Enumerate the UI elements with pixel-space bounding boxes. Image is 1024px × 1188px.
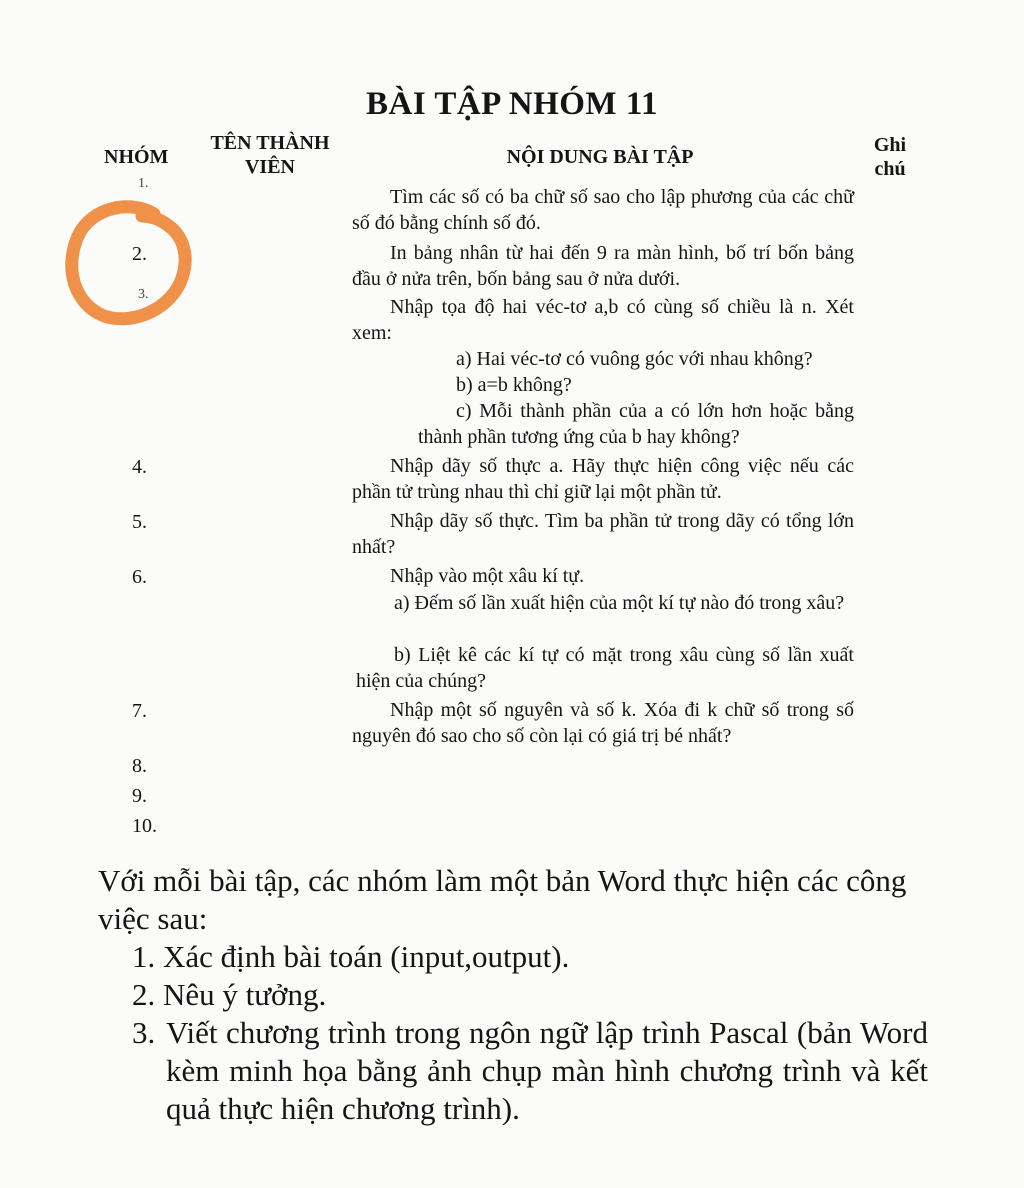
instruction-step-1 [132,938,569,976]
circle-annotation-icon [62,196,202,328]
header-member-line1: TÊN THÀNH [210,132,330,154]
row-3-item-a: a) Hai véc-tơ có vuông góc với nhau không? [456,348,813,370]
row-number-3: 3. [138,287,149,302]
header-member [200,131,340,179]
instructions-intro: Với mỗi bài tập, các nhóm làm một bản Word thực hiện các công việc sau: [98,863,907,936]
row-3-item-b: b) a=b không? [456,374,572,396]
step-2-text: Nêu ý tưởng. [163,977,327,1012]
instruction-step-3 [132,1014,928,1128]
row-text-1: Tìm các số có ba chữ số sao cho lập phương của các chữ số đó bằng chính số đó. [352,186,854,234]
step-1-number: 1. [132,939,156,974]
row-text-4: Nhập dãy số thực a. Hãy thực hiện công việc nếu các phần tử trùng nhau thì chỉ giữ lại một phần tử. [352,455,854,503]
row-6-item-a: a) Đếm số lần xuất hiện của một kí tự nào đó trong xâu? [394,592,845,614]
header-note [864,133,916,181]
header-member-line2: VIÊN [244,156,295,178]
row-number-2: 2. [132,243,147,265]
row-number-6: 6. [132,566,147,588]
step-1-text: Xác định bài toán (input,output). [163,939,570,974]
row-number-8: 8. [132,755,147,777]
row-number-5: 5. [132,511,147,533]
row-number-7: 7. [132,700,147,722]
step-3-number: 3. [132,1015,156,1050]
row-text-6: Nhập vào một xâu kí tự. [390,565,585,587]
page-title: BÀI TẬP NHÓM 11 [365,86,658,122]
header-note-line1: Ghi [873,134,907,156]
instruction-step-2 [132,976,326,1014]
row-3-item-c: c) Mỗi thành phần của a có lớn hơn hoặc bằng thành phần tương ứng của b hay không? [418,400,854,448]
row-text-5: Nhập dãy số thực. Tìm ba phần tử trong dãy có tổng lớn nhất? [352,510,854,558]
header-group: NHÓM [104,146,169,168]
row-text-7: Nhập một số nguyên và số k. Xóa đi k chữ số trong số nguyên đó sao cho số còn lại có giá trị bé nhất? [352,699,854,747]
row-6-item-b: b) Liệt kê các kí tự có mặt trong xâu cùng số lần xuất hiện của chúng? [356,644,854,692]
row-text-3: Nhập tọa độ hai véc-tơ a,b có cùng số chiều là n. Xét xem: [352,296,854,344]
step-2-number: 2. [132,977,156,1012]
header-note-line2: chú [874,158,906,180]
row-number-9: 9. [132,785,147,807]
row-number-10: 10. [132,815,157,837]
row-number-1: 1. [138,176,149,191]
row-number-4: 4. [132,456,147,478]
row-text-2: In bảng nhân từ hai đến 9 ra màn hình, bố trí bốn bảng đầu ở nửa trên, bốn bảng sau ở nửa dưới. [352,242,854,290]
step-3-text: Viết chương trình trong ngôn ngữ lập trình Pascal (bản Word kèm minh họa bằng ảnh chụp màn hình chương trình và kết quả thực hiện chương trình). [166,1015,928,1126]
header-content: NỘI DUNG BÀI TẬP [506,146,694,168]
